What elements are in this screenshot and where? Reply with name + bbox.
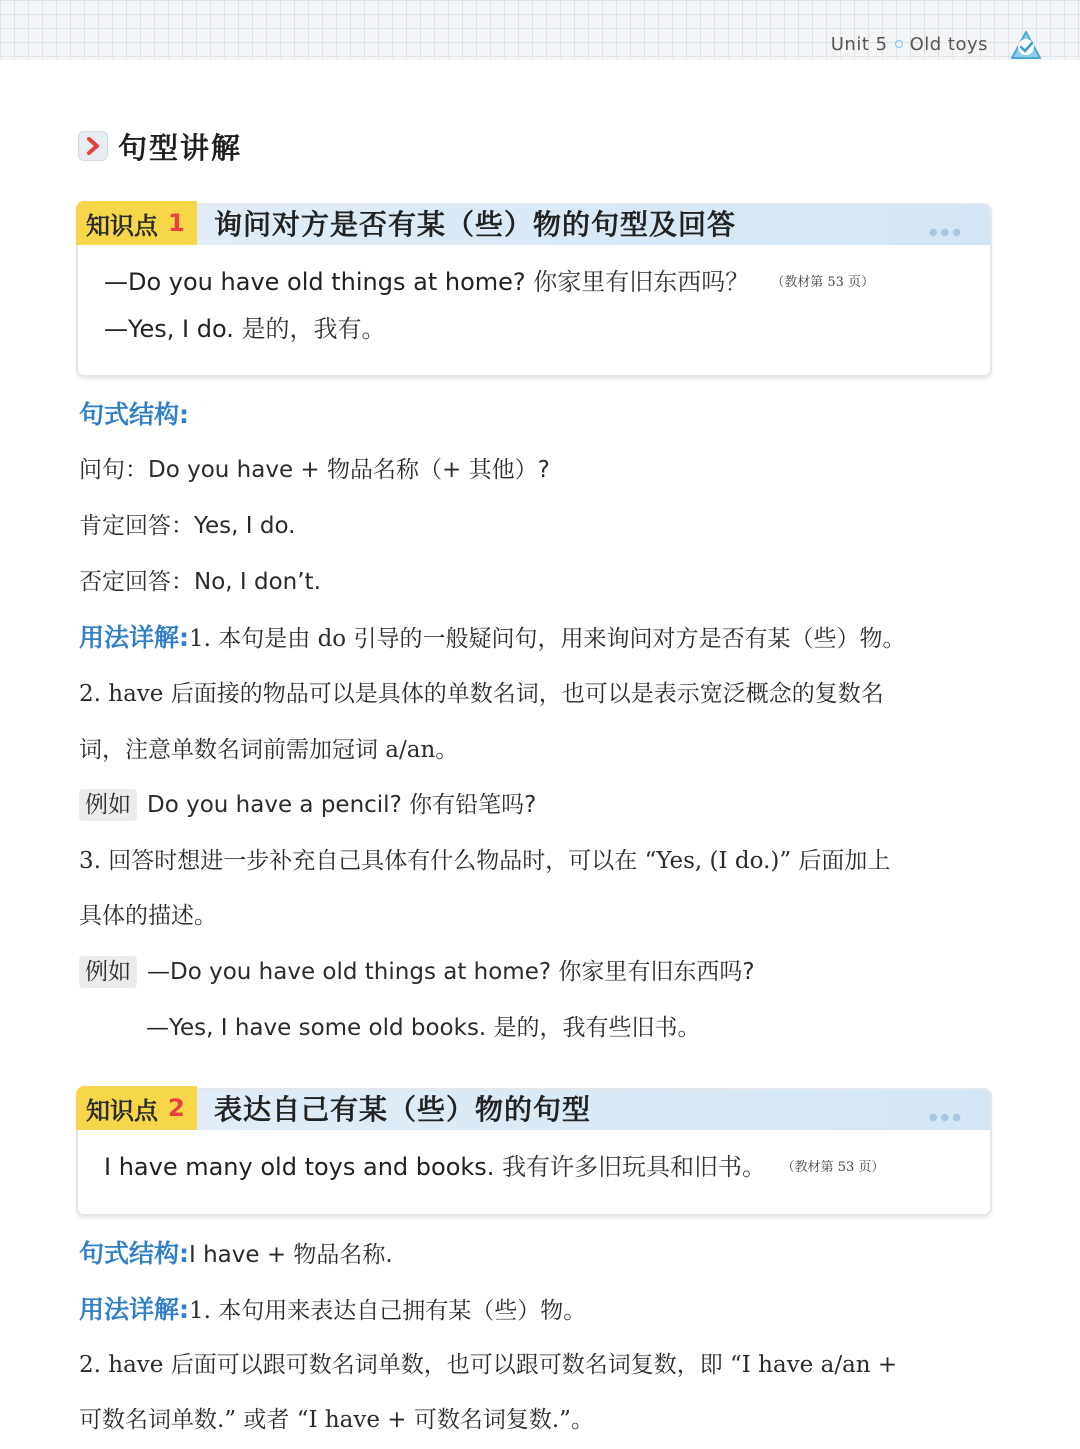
- structure-negative: [79, 562, 321, 602]
- example-text: —Yes, I have some old books. 是的，我有些旧书。: [146, 1015, 701, 1041]
- structure-question: [79, 450, 550, 490]
- page-ref: （教材第 53 页）: [788, 1160, 885, 1175]
- example-text: —Do you have old things at home? 你家里有旧东西吗?: [147, 959, 755, 985]
- usage-text: 具体的描述。: [79, 903, 217, 929]
- chevron-right-icon: [78, 131, 108, 161]
- usage-label: 用法详解:: [79, 623, 189, 652]
- kp-zh: 我有许多旧玩具和旧书。: [502, 1153, 767, 1181]
- example-tag: 例如: [79, 789, 137, 821]
- structure-label-text: 句式结构:: [79, 1239, 189, 1268]
- page-ref: （教材第 53 页）: [771, 275, 875, 290]
- usage2-paragraph-2b: [79, 1400, 594, 1440]
- running-head: [831, 34, 988, 55]
- usage-paragraph-3a: [79, 841, 890, 881]
- separator-dot-icon: [895, 40, 903, 48]
- line-label: 肯定回答：: [79, 513, 194, 539]
- kp-zh: 你家里有旧东西吗？: [533, 268, 750, 296]
- structure-text: I have + 物品名称.: [189, 1242, 393, 1268]
- kp-tag-label: 知识点: [86, 1096, 158, 1125]
- section-title-text: 句型讲解: [118, 130, 243, 165]
- kp-title: 表达自己有某（些）物的句型: [214, 1093, 592, 1126]
- example-line-1: [79, 785, 536, 825]
- usage2-paragraph-1: [79, 1290, 586, 1331]
- book-logo-icon: [1006, 28, 1046, 62]
- unit-title: Old toys: [909, 34, 988, 55]
- knowledge-point-card-1: [76, 203, 992, 377]
- kp-en: —Yes, I do.: [104, 315, 234, 343]
- usage-text: 1. 本句用来表达自己拥有某（些）物。: [189, 1298, 587, 1324]
- kp-tag-number: 1: [168, 209, 185, 237]
- kp-tag: [76, 201, 197, 245]
- kp-header: [78, 1090, 990, 1130]
- usage2-paragraph-2a: [79, 1345, 897, 1385]
- kp-example-line: [104, 306, 964, 352]
- kp-example-line: [104, 259, 964, 306]
- example-line-3: [146, 1008, 701, 1048]
- usage-text: 3. 回答时想进一步补充自己具体有什么物品时，可以在 “Yes, (I do.)” 后面加上: [79, 848, 891, 874]
- knowledge-point-card-2: [76, 1088, 992, 1216]
- structure-label: [79, 395, 189, 436]
- line-label: 问句：: [79, 457, 148, 483]
- usage-text: 可数名词单数.” 或者 “I have + 可数名词复数.”。: [79, 1407, 594, 1433]
- section-title: [78, 126, 242, 166]
- decor-dots-icon: ●●●: [928, 1112, 964, 1123]
- unit-label: Unit 5: [830, 34, 888, 55]
- usage-label: 用法详解:: [79, 1295, 189, 1324]
- kp-tag-number: 2: [168, 1094, 185, 1122]
- structure-positive: [79, 506, 295, 546]
- example-text: Do you have a pencil? 你有铅笔吗?: [147, 792, 537, 818]
- usage-paragraph-1: [79, 618, 905, 659]
- example-tag: 例如: [79, 956, 137, 988]
- kp-en: I have many old toys and books.: [104, 1153, 495, 1181]
- structure-2: [79, 1234, 393, 1275]
- example-line-2: [79, 952, 755, 992]
- line-label: 否定回答：: [79, 569, 194, 595]
- kp-tag-label: 知识点: [86, 211, 158, 240]
- usage-paragraph-2a: [79, 674, 884, 714]
- kp-en: —Do you have old things at home?: [104, 268, 526, 296]
- kp-zh: 是的，我有。: [241, 315, 386, 343]
- usage-text: 词，注意单数名词前需加冠词 a/an。: [79, 737, 459, 763]
- usage-paragraph-2b: [79, 730, 458, 770]
- decor-dots-icon: ●●●: [928, 227, 964, 238]
- kp-title: 询问对方是否有某（些）物的句型及回答: [214, 208, 737, 241]
- structure-label-text: 句式结构:: [79, 400, 189, 429]
- kp-tag: [76, 1086, 197, 1130]
- kp-example-line: [104, 1144, 964, 1191]
- line-text: Yes, I do.: [194, 513, 296, 539]
- usage-text: 2. have 后面可以跟可数名词单数，也可以跟可数名词复数，即 “I have a/an +: [79, 1352, 898, 1378]
- usage-text: 1. 本句是由 do 引导的一般疑问句，用来询问对方是否有某（些）物。: [189, 626, 906, 652]
- usage-paragraph-3b: [79, 896, 217, 936]
- usage-text: 2. have 后面接的物品可以是具体的单数名词，也可以是表示宽泛概念的复数名: [79, 681, 884, 707]
- line-text: Do you have + 物品名称（+ 其他）?: [148, 457, 550, 483]
- line-text: No, I don’t.: [194, 569, 321, 595]
- kp-header: [78, 205, 990, 245]
